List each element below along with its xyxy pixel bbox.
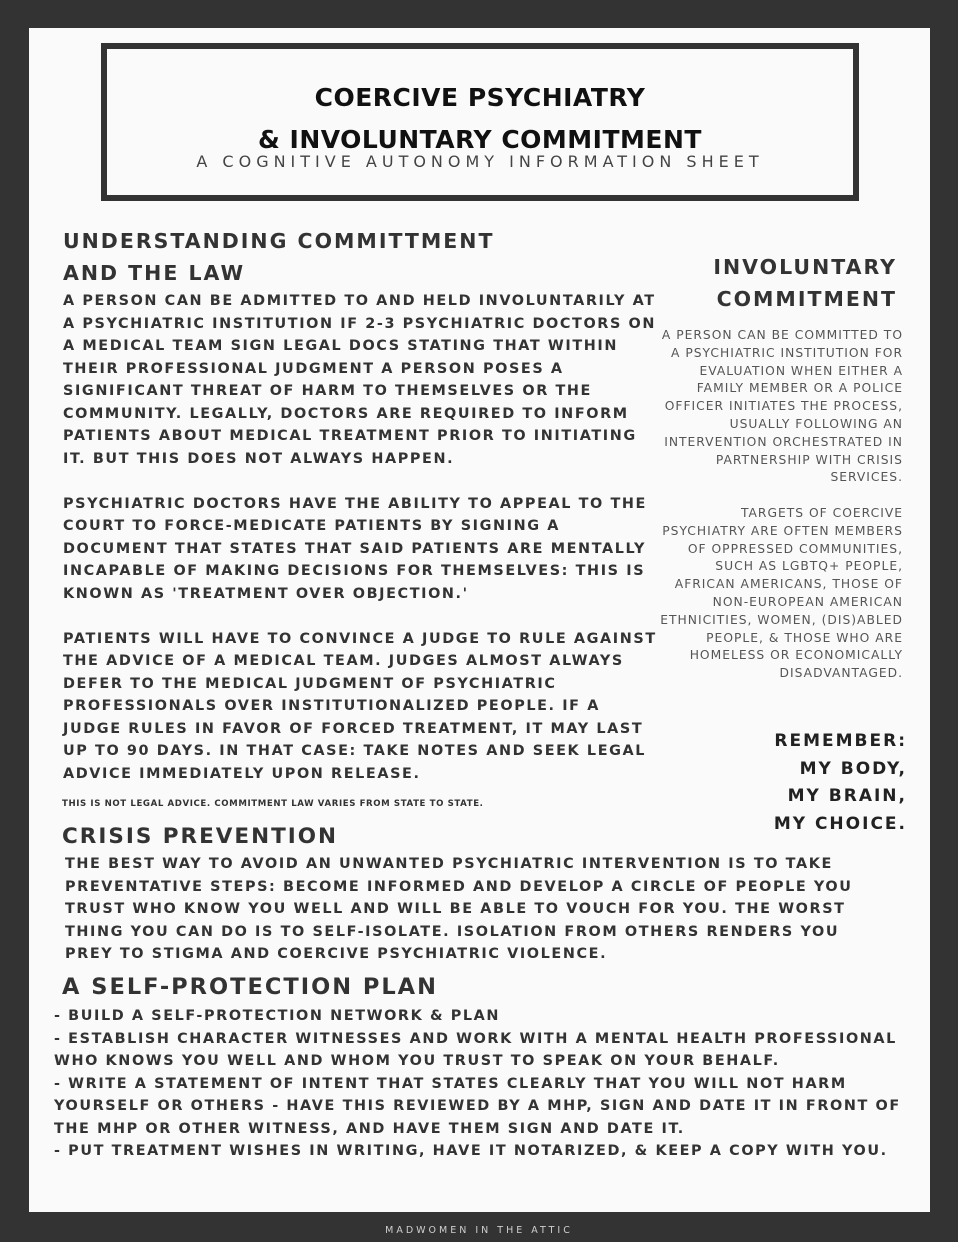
remember-line-3: MY BRAIN, bbox=[787, 786, 907, 806]
sidebar-paragraph-2: TARGETS OF COERCIVE PSYCHIATRY ARE OFTEN MEMBERS OF OPPRESSED COMMUNITIES, SUCH AS LGBTQ+ PEOPLE, AFRICAN AMERICANS, THOSE OF NON-EUROPEAN AMERICAN ETHNICITIES, WOMEN, (DIS)ABLED PEOPLE, & THOSE WHO ARE HOMELESS OR ECONOMICALLY DISADVANTAGED. bbox=[660, 505, 903, 681]
plan-heading: A SELF-PROTECTION PLAN bbox=[62, 974, 438, 1000]
footer-credit: MADWOMEN IN THE ATTIC bbox=[385, 1225, 573, 1236]
understanding-heading-line-1: UNDERSTANDING COMMITTMENT bbox=[63, 229, 495, 253]
title-line-2: & INVOLUNTARY COMMITMENT bbox=[258, 125, 702, 154]
plan-item-3: - WRITE A STATEMENT OF INTENT THAT STATES CLEARLY THAT YOU WILL NOT HARM YOURSELF OR OTHERS - HAVE THIS REVIEWED BY A MHP, SIGN AND DATE IT IN FRONT OF THE MHP OR OTHER WITNESS, AND HAVE THEM SIGN AND DATE IT. bbox=[54, 1075, 901, 1137]
sidebar-heading-line-1: INVOLUNTARY bbox=[713, 255, 897, 279]
understanding-body bbox=[63, 290, 657, 785]
crisis-body: THE BEST WAY TO AVOID AN UNWANTED PSYCHIATRIC INTERVENTION IS TO TAKE PREVENTATIVE STEPS: BECOME INFORMED AND DEVELOP A CIRCLE OF PEOPLE YOU TRUST WHO KNOW YOU WELL AND WILL BE ABLE TO VOUCH FOR YOU. THE WORST THING YOU CAN DO IS TO SELF-ISOLATE. ISOLATION FROM OTHERS RENDERS YOU PREY TO STIGMA AND COERCIVE PSYCHIATRIC VIOLENCE. bbox=[65, 856, 853, 962]
info-sheet-page bbox=[29, 28, 930, 1212]
legal-disclaimer: THIS IS NOT LEGAL ADVICE. COMMITMENT LAW VARIES FROM STATE TO STATE. bbox=[62, 799, 484, 809]
understanding-paragraph-2: PSYCHIATRIC DOCTORS HAVE THE ABILITY TO APPEAL TO THE COURT TO FORCE-MEDICATE PATIENTS BY SIGNING A DOCUMENT THAT STATES THAT SAID PATIENTS ARE MENTALLY INCAPABLE OF MAKING DECISIONS FOR THEMSELVES: THIS IS KNOWN AS 'TREATMENT OVER OBJECTION.' bbox=[63, 495, 647, 602]
remember-line-1: REMEMBER: bbox=[774, 731, 907, 751]
subtitle: A COGNITIVE AUTONOMY INFORMATION SHEET bbox=[196, 152, 764, 171]
title-box bbox=[101, 43, 859, 201]
sidebar-heading-line-2: COMMITMENT bbox=[716, 287, 897, 311]
remember-line-2: MY BODY, bbox=[799, 758, 907, 779]
understanding-paragraph-1: A PERSON CAN BE ADMITTED TO AND HELD INVOLUNTARILY AT A PSYCHIATRIC INSTITUTION IF 2-3 PSYCHIATRIC DOCTORS ON A MEDICAL TEAM SIGN LEGAL DOCS STATING THAT WITHIN THEIR PROFESSIONAL JUDGMENT A PERSON POSES A SIGNIFICANT THREAT OF HARM TO THEMSELVES OR THE COMMUNITY. LEGALLY, DOCTORS ARE REQUIRED TO INFORM PATIENTS ABOUT MEDICAL TREATMENT PRIOR TO INITIATING IT. BUT THIS DOES NOT ALWAYS HAPPEN. bbox=[63, 293, 657, 467]
plan-item-4: - PUT TREATMENT WISHES IN WRITING, HAVE IT NOTARIZED, & KEEP A COPY WITH YOU. bbox=[54, 1143, 888, 1159]
understanding-heading-line-2: AND THE LAW bbox=[63, 261, 246, 285]
sidebar-body bbox=[653, 327, 903, 683]
remember-line-4: MY CHOICE. bbox=[773, 813, 907, 834]
plan-item-2: - ESTABLISH CHARACTER WITNESSES AND WORK WITH A MENTAL HEALTH PROFESSIONAL WHO KNOWS YOU WELL AND WHOM YOU TRUST TO SPEAK ON YOUR BEHALF. bbox=[54, 1030, 897, 1069]
plan-list bbox=[54, 1005, 904, 1163]
plan-item-1: - BUILD A SELF-PROTECTION NETWORK & PLAN bbox=[54, 1008, 501, 1024]
understanding-paragraph-3: PATIENTS WILL HAVE TO CONVINCE A JUDGE TO RULE AGAINST THE ADVICE OF A MEDICAL TEAM. JUDGES ALMOST ALWAYS DEFER TO THE MEDICAL JUDGMENT OF PSYCHIATRIC PROFESSIONALS OVER INSTITUTIONALIZED PEOPLE. IF A JUDGE RULES IN FAVOR OF FORCED TREATMENT, IT MAY LAST UP TO 90 DAYS. IN THAT CASE: TAKE NOTES AND SEEK LEGAL ADVICE IMMEDIATELY UPON RELEASE. bbox=[63, 630, 657, 782]
sidebar-paragraph-1: A PERSON CAN BE COMMITTED TO A PSYCHIATRIC INSTITUTION FOR EVALUATION WHEN EITHER A FAMILY MEMBER OR A POLICE OFFICER INITIATES THE PROCESS, USUALLY FOLLOWING AN INTERVENTION ORCHESTRATED IN PARTNERSHIP WITH CRISIS SERVICES. bbox=[661, 328, 903, 485]
remember-callout bbox=[774, 728, 907, 838]
crisis-heading: CRISIS PREVENTION bbox=[62, 824, 339, 849]
title-line-1: COERCIVE PSYCHIATRY bbox=[314, 83, 646, 112]
